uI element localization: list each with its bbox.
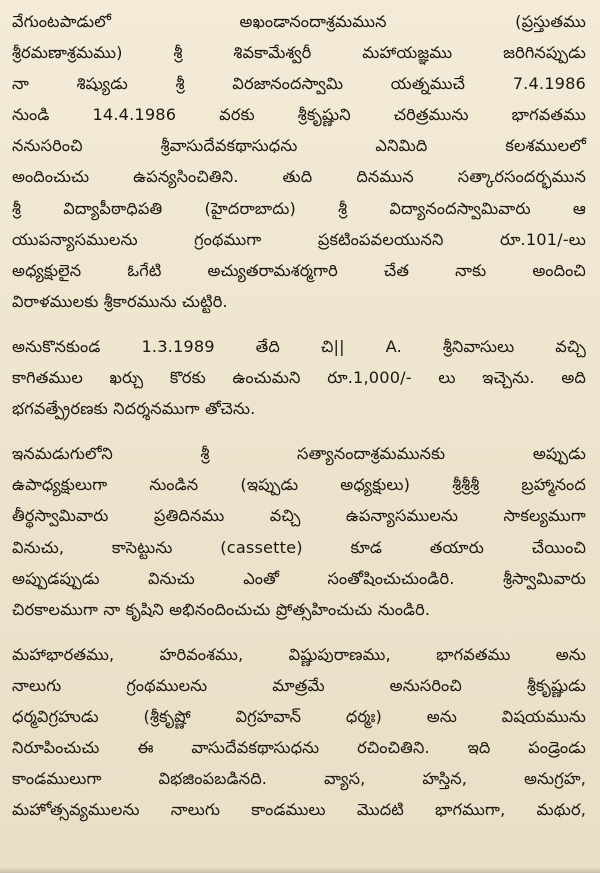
text-line: విరాళములకు శ్రీకారమును చుట్టిరి.: [12, 291, 228, 311]
text-line: మహాభారతము, హరివంశము, విష్ణుపురాణము, భాగవతము అను: [12, 644, 586, 664]
text-line: నాలుగు గ్రంథములను మాత్రమే అనుసరించి శ్రీకృష్ణుడు: [12, 675, 586, 695]
text-line: మహోత్సవ్యములను నాలుగు కాండములు మొదటి భాగముగా, మథుర,: [12, 800, 586, 820]
text-line: నా శిష్యుడు శ్రీ విరజానందస్వామి యత్నముచే 7.4.1986: [12, 74, 586, 94]
paragraph-2: [12, 331, 586, 424]
text-line: అధ్యక్షులైన ఓగేటి అచ్యుతరామశర్మగారి చేత నాకు అందించి: [12, 260, 586, 280]
text-line: శ్రీరమణాశ్రమము) శ్రీ శివకామేశ్వరీ మహాయజ్ఞము జరిగినప్పుడు: [12, 43, 586, 63]
text-line: అప్పుడప్పుడు వినుచు ఎంతో సంతోషించుచుండిరి. శ్రీస్వామివారు: [12, 568, 586, 588]
text-line: తీర్థస్వామివారు ప్రతిదినము వచ్చి ఉపన్యాసములను సాకల్యముగా: [12, 506, 586, 526]
text-line: ధర్మవిగ్రహుడు (శ్రీకృష్ణో విగ్రహవాన్ ధర్మః) అను విషయమును: [12, 706, 586, 726]
text-line: వినుచు, కాసెట్టును (cassette) కూడ తయారు చేయించి: [12, 537, 586, 557]
text-line: ఇనమడుగులోని శ్రీ సత్యానందాశ్రమమునకు అప్పుడు: [12, 444, 586, 464]
text-line: అందించుచు ఉపన్యసించితిని. తుది దినమున సత్కారసందర్భమున: [12, 167, 586, 187]
text-line: కాగితముల ఖర్చు కొరకు ఉంచుమని రూ.1,000/- లు ఇచ్చెను. అది: [12, 368, 586, 388]
text-line: కాండములుగా విభజింపబడినది. వ్యాస, హస్తిన, అనుగ్రహ,: [12, 769, 586, 789]
paragraph-4: [12, 639, 586, 826]
paragraph-3: [12, 438, 586, 625]
text-line: వేగుంటపాడులో అఖండానందాశ్రమమున (ప్రస్తుతము: [12, 12, 586, 31]
text-line: భగవత్ప్రేరణకు నిదర్శనముగా తోచెను.: [12, 399, 256, 419]
paragraph-1: [12, 6, 586, 317]
text-line: నుండి 14.4.1986 వరకు శ్రీకృష్ణుని చరిత్రమును భాగవతము: [12, 105, 586, 125]
page-bottom-shadow: [0, 867, 600, 873]
text-line: నిరూపించుచు ఈ వాసుదేవకథాసుధను రచించితిని. ఇది పండ్రెండు: [12, 738, 586, 758]
text-line: ననుసరించి శ్రీవాసుదేవకథాసుధను ఎనిమిది కలశములలో: [12, 136, 586, 156]
text-line: ఉపాధ్యక్షులుగా నుండిన (ఇప్పుడు అధ్యక్షులు) శ్రీశ్రీశ్రీ బ్రహ్మానంద: [12, 475, 586, 495]
text-line: చిరకాలముగా నా కృషిని అభినందించుచు ప్రోత్సహించుచు నుండిరి.: [12, 599, 431, 619]
text-line: యుపన్యాసములను గ్రంథముగా ప్రకటింపవలయునని రూ.101/-లు: [12, 229, 586, 249]
text-line: అనుకొనకుండ 1.3.1989 తేది చి|| A. శ్రీనివాసులు వచ్చి: [12, 336, 586, 356]
text-line: శ్రీ విద్యాపీఠాధిపతి (హైదరాబాదు) శ్రీ విద్యానందస్వామివారు ఆ: [12, 198, 586, 218]
